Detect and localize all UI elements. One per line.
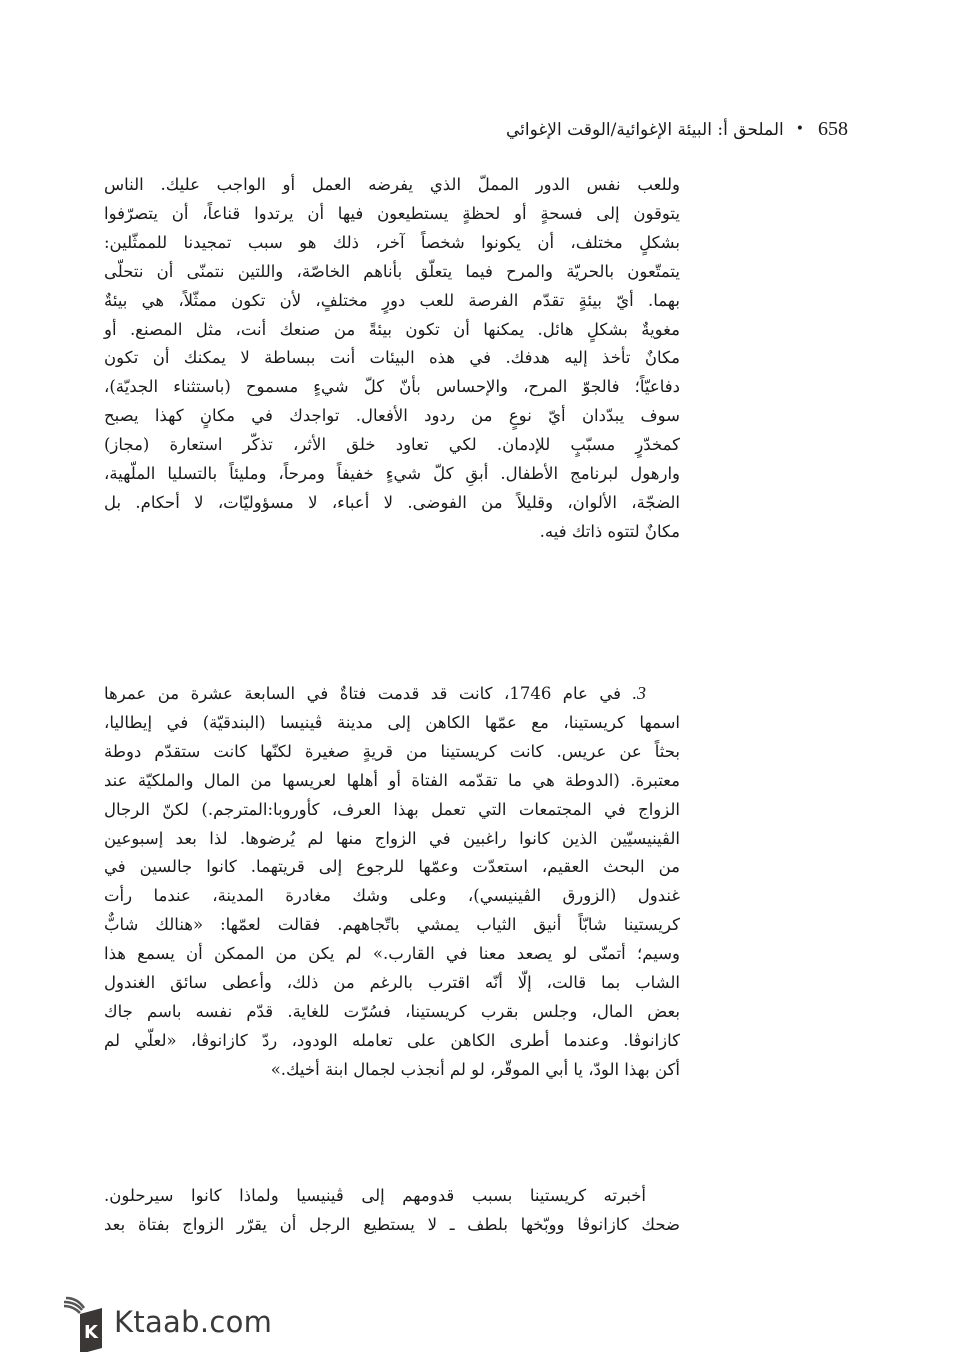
bullet-separator: •: [795, 121, 804, 137]
text-line: الزواج في المجتمعات التي تعمل بهذا العرف، كأوروبا:المترجم.) لكنّ الرجال: [104, 799, 680, 819]
section-number: 3.: [632, 683, 646, 703]
text-line: بعض المال، وجلس بقرب كريستينا، فسُرّت للغاية. قدّم نفسه باسم جاك: [104, 1001, 680, 1021]
text-line: أكن بهذا الودّ، يا أبي الموقّر، لو لم أنجذب لجمال ابنة أخيك.»: [270, 1059, 680, 1079]
page-number: 658: [818, 118, 848, 140]
book-logo-icon: [44, 1292, 104, 1352]
text-line: دفاعيّاً؛ فالجوّ المرح، والإحساس بأنّ كلّ شيءٍ مسموح (باستثناء الجديّة)،: [104, 377, 680, 397]
text-line: اسمها كريستينا، مع عمّها الكاهن إلى مدينة ڤينيسا (البندقيّة) في إيطاليا،: [104, 712, 680, 732]
paragraph-3: [104, 1182, 680, 1240]
text-line: بشكلٍ مختلف، أن يكونوا شخصاً آخر، ذلك هو سبب تمجيدنا للممثّلين:: [104, 232, 680, 252]
watermark-text: Ktaab.com: [114, 1305, 273, 1339]
text-line: سوف يبدّدان أيّ نوعٍ من ردود الأفعال. تواجدك في مكانٍ كهذا يصبح: [104, 406, 680, 426]
running-header: [428, 117, 848, 142]
text-line: وارهول لبرنامج الأطفال. أبقِ كلّ شيءٍ خفيفاً ومرحاً، ومليئاً بالتسليا الملّهية،: [104, 464, 680, 484]
text-line: من البحث العقيم، استعدّت وعمّها للرجوع إلى قريتهما. كانوا جالسين في: [104, 857, 680, 877]
text-line: وسيم؛ أتمنّى لو يصعد معنا في القارب.» لم يكن من الممكن أن يسمع هذا: [104, 944, 680, 964]
svg-text:K: K: [84, 1322, 98, 1343]
paragraph-2: [104, 679, 680, 1085]
text-line: معتبرة. (الدوطة هي ما تقدّمه الفتاة أو أهلها لعريسها من المال والملكيّة عند: [104, 770, 680, 790]
text-line: غندول (الزورق الڤينيسي)، وعلى وشك مغادرة المدينة، عندما رأت: [104, 886, 680, 906]
text-line: كازانوڤا. وعندما أطرى الكاهن على تعامله الودود، ردّ كازانوڤا، «لعلّي لم: [104, 1030, 680, 1050]
text-line: الڤينيسيّين الذين كانوا راغبين في الزواج منها لم يُرضوها. لذا بعد إسبوعين: [104, 828, 680, 848]
text-line: الشاب بما قالت، إلّا أنّه اقترب بالرغم من ذلك، وأعطى سائق الغندول: [104, 973, 680, 993]
text-line: [104, 679, 680, 709]
text-line: يتمتّعون بالحريّة والمرح فيما يتعلّق بأناهم الخاصّة، واللتين نتمنّى أن نتحلّى: [104, 261, 680, 281]
text-line: مكانٌ تأخذ إليه هدفك. في هذه البيئات أنت ببساطة لا يمكنك أن تكون: [104, 348, 680, 368]
text-line: مغويةٌ بشكلٍ هائل. يمكنها أن تكون بيئةً من صنعك أنت، مثل المصنع. أو: [104, 319, 680, 339]
text-line: مكانٌ لتتوه ذاتك فيه.: [539, 521, 680, 541]
text-line: بحثاً عن عريس. كانت كريستينا من قريةٍ صغيرة لكنّها كانت ستقدّم دوطة: [104, 741, 681, 761]
text-line: بهما. أيّ بيئةٍ تقدّم الفرصة للعب دورٍ مختلفٍ، لأن تكون ممثّلاً، هي بيئةٌ: [104, 290, 680, 310]
text-line: الضجّة، الألوان، وقليلاً من الفوضى. لا أعباء، لا مسؤوليّات، لا أحكام. بل: [104, 492, 680, 512]
paragraph-1: [104, 171, 680, 547]
text-line: يتوقون إلى فسحةٍ أو لحظةٍ يستطيعون فيها أن يرتدوا قناعاً، أن يتصرّفوا: [104, 203, 680, 223]
text-line: أخبرته كريستينا بسبب قدومهم إلى ڤينيسيا ولماذا كانوا سيرحلون.: [104, 1186, 646, 1205]
ktaab-watermark[interactable]: [44, 1292, 272, 1352]
text-line-content: في عام 1746، كانت قد قدمت فتاةٌ في السابعة عشرة من عمرها: [104, 684, 622, 703]
text-line: كمخدّرٍ مسبّبٍ للإدمان. لكي تعاود خلق الأثر، تذكّر استعارة (مجاز): [104, 435, 680, 455]
chapter-title: الملحق أ: البيئة الإغوائية/الوقت الإغوائي: [506, 120, 784, 140]
text-line: ضحك كازانوڤا ووبّخها بلطف ـ لا يستطيع الرجل أن يقرّر الزواج بفتاة بعد: [104, 1214, 680, 1234]
text-line: وللعب نفس الدور المملّ الذي يفرضه العمل أو الواجب عليك. الناس: [104, 175, 680, 194]
text-line: كريستينا شابّاً أنيق الثياب يمشي باتّجاههم. فقالت لعمّها: «هنالك شابٌّ: [104, 915, 680, 935]
